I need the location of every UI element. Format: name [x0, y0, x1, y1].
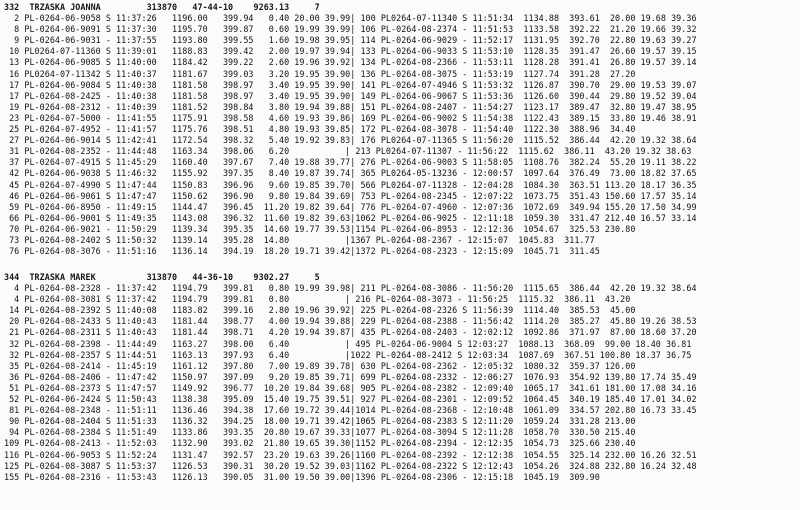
result-row: 35 PL-0264-08-2414 - 11:45:19 1161.12 397.80 7.00 19.89 39.78| 630 PL-0264-08-2362 - 12:05:32 1080.32 359.37 126.00 [4, 360, 636, 371]
result-row: 51 PL-0264-08-2373 S 11:47:57 1149.92 396.77 10.20 19.84 39.68| 905 PL-0264-08-2382 - 12:09:40 1065.17 341.61 181.00 17.08 34.16 [4, 382, 697, 393]
result-row: 14 PL-0264-08-2392 S 11:40:08 1183.82 399.16 2.80 19.96 39.92| 225 PL-0264-08-2326 S 11:56:39 1114.40 385.53 45.00 [4, 305, 636, 316]
result-row: 16 PL0264-07-11342 S 11:40:37 1181.67 399.03 3.20 19.95 39.90| 136 PL-0264-08-3075 - 11:53:19 1127.74 391.28 27.20 [4, 68, 636, 79]
result-row: 21 PL-0264-08-2311 S 11:40:43 1181.44 398.71 4.20 19.94 39.87| 435 PL-0264-08-2403 - 12:02:12 1092.86 371.97 87.00 18.60 37.20 [4, 327, 697, 338]
result-row: 32 PL-0264-08-2357 S 11:44:51 1163.13 397.93 6.40 |1022 PL-0264-08-2412 S 12:03:34 1087.69 367.51 100.80 18.37 36.75 [4, 349, 692, 360]
result-row: 2 PL-0264-06-9058 S 11:37:26 1196.00 399.94 0.40 20.00 39.99| 100 PL0264-07-11340 S 11:51:34 1134.88 393.61 20.00 19.68 39.36 [4, 13, 697, 24]
result-row: 27 PL-0264-06-9014 S 11:42:41 1172.54 398.32 5.40 19.92 39.83| 176 PL0264-07-11365 S 11:56:20 1115.52 386.44 42.20 19.32 38.64 [4, 135, 697, 146]
result-row: 81 PL-0264-08-2348 - 11:51:11 1136.46 394.38 17.60 19.72 39.44|1014 PL-0264-08-2368 - 12:10:48 1061.09 334.57 202.80 16.73 33.45 [4, 405, 697, 416]
result-row: 4 PL-0264-08-3081 S 11:37:42 1194.79 399.81 0.80 | 216 PL-0264-08-3073 - 11:56:25 1115.32 386.11 43.20 [4, 294, 631, 305]
result-row: 76 PL-0264-08-3076 - 11:51:16 1136.14 394.19 18.20 19.71 39.42|1372 PL-0264-08-2323 - 12:15:09 1045.71 311.45 [4, 246, 600, 257]
result-row: 25 PL-0264-07-4952 - 11:41:57 1175.76 398.51 4.80 19.93 39.85| 172 PL-0264-08-3078 - 11:54:40 1122.30 388.96 34.40 [4, 124, 636, 135]
result-row: 32 PL-0264-08-2398 - 11:44:49 1163.27 398.00 6.40 | 495 PL-0264-06-9004 S 12:03:27 1088.13 368.09 99.00 18.40 36.81 [4, 338, 692, 349]
competitor-block-trzaska-joanna [4, 2, 697, 257]
result-rows [4, 283, 697, 483]
result-row: 31 PL-0264-08-2352 - 11:44:48 1163.34 398.06 6.20 | 213 PL0264-07-11307 - 11:56:22 1115.62 386.11 43.20 19.32 38.63 [4, 146, 692, 157]
result-row: 52 PL-0264-06-2424 S 11:50:43 1138.38 395.09 15.40 19.75 39.51| 927 PL-0264-08-2301 - 12:09:52 1064.45 340.19 185.40 17.01 34.02 [4, 394, 697, 405]
result-row: 8 PL-0264-06-9091 S 11:37:30 1195.70 399.87 0.60 19.99 39.99| 106 PL-0264-08-2374 - 11:51:53 1133.58 392.22 21.20 19.66 39.32 [4, 24, 697, 35]
result-row: 36 PL-0264-08-2406 - 11:47:42 1150.97 397.09 9.20 19.85 39.71| 699 PL-0264-08-2332 - 12:06:27 1076.93 354.92 139.80 17.74 35.49 [4, 371, 697, 382]
result-row: 125 PL-0264-08-3087 S 11:53:37 1126.53 390.31 30.20 19.52 39.03|1162 PL-0264-08-2322 S 12:12:43 1054.26 324.88 232.80 16.24 32.48 [4, 460, 697, 471]
result-row: 4 PL-0264-08-2328 - 11:37:42 1194.79 399.81 0.80 19.99 39.98| 211 PL-0264-08-3086 - 11:56:20 1115.65 386.44 42.20 19.32 38.64 [4, 283, 697, 294]
competitor-header: 332 TRZASKA JOANNA 313870 47-44-10 9263.13 7 [4, 2, 320, 12]
result-row: 10 PL0264-07-11360 S 11:39:01 1188.83 399.42 2.00 19.97 39.94| 133 PL-0264-06-9033 S 11:53:10 1128.35 391.47 26.60 19.57 39.15 [4, 46, 697, 57]
result-row: 45 PL-0264-07-4990 S 11:47:44 1150.83 396.96 9.60 19.85 39.70| 566 PL0264-07-11328 - 12:04:28 1084.30 363.51 113.20 18.17 36.35 [4, 179, 697, 190]
competitor-block-trzaska-marek [4, 272, 697, 483]
result-row: 20 PL-0264-08-2433 S 11:40:43 1181.44 398.77 4.00 19.94 39.88| 229 PL-0264-08-2388 - 11:56:42 1114.20 385.27 45.80 19.26 38.53 [4, 316, 697, 327]
result-row: 116 PL-0264-06-9053 S 11:52:24 1131.47 392.57 23.20 19.63 39.26|1160 PL-0264-08-2392 - 12:12:38 1054.55 325.14 232.00 16.26 32.51 [4, 449, 697, 460]
result-row: 90 PL-0264-08-2404 S 11:51:33 1136.32 394.25 18.00 19.71 39.42|1065 PL-0264-08-2383 S 12:11:20 1059.24 331.28 213.00 [4, 416, 636, 427]
result-row: 23 PL-0264-07-5000 - 11:41:55 1175.91 398.58 4.60 19.93 39.86| 169 PL-0264-06-9002 S 11:54:38 1122.43 389.15 33.80 19.46 38.91 [4, 112, 697, 123]
result-row: 17 PL-0264-08-2425 - 11:40:38 1181.58 398.97 3.40 19.95 39.90| 149 PL-0264-06-9067 S 11:53:36 1126.60 390.44 29.80 19.52 39.04 [4, 90, 697, 101]
result-row: 70 PL-0264-06-9021 - 11:50:29 1139.34 395.35 14.60 19.77 39.53|1154 PL-0264-06-8953 - 12:12:36 1054.67 325.53 230.80 [4, 223, 636, 234]
result-row: 19 PL-0264-08-2312 - 11:40:39 1181.52 398.84 3.80 19.94 39.88| 151 PL-0264-08-2407 - 11:54:27 1123.17 389.47 32.80 19.47 38.95 [4, 101, 697, 112]
result-row: 66 PL-0264-06-9001 S 11:49:35 1143.08 396.32 11.60 19.82 39.63|1062 PL-0264-06-9025 - 12:11:18 1059.30 331.47 212.40 16.57 33.14 [4, 212, 697, 223]
result-row: 155 PL-0264-08-2316 - 11:53:43 1126.13 390.05 31.00 19.50 39.00|1396 PL-0264-08-2306 - 12:15:18 1045.19 309.90 [4, 471, 600, 482]
result-row: 42 PL-0264-06-9038 S 11:46:32 1155.92 397.35 8.40 19.87 39.74| 365 PL0264-05-13236 - 12:00:57 1097.64 376.49 73.00 18.82 37.65 [4, 168, 697, 179]
result-row: 109 PL-0264-08-2413 - 11:52:03 1132.90 393.02 21.80 19.65 39.30|1152 PL-0264-08-2394 - 12:12:35 1054.73 325.66 230.40 [4, 438, 636, 449]
result-row: 46 PL-0264-06-9061 S 11:47:47 1150.62 396.90 9.80 19.84 39.69| 753 PL-0264-08-2345 - 12:07:22 1073.75 351.43 150.60 17.57 35.14 [4, 190, 697, 201]
result-row: 9 PL-0264-06-9031 - 11:37:55 1193.80 399.55 1.60 19.98 39.95| 114 PL-0264-06-9029 - 11:52:17 1131.95 392.70 22.80 19.63 39.27 [4, 35, 697, 46]
competitor-header: 344 TRZASKA MAREK 313870 44-36-10 9302.27 5 [4, 272, 320, 282]
result-row: 73 PL-0264-08-2402 S 11:50:32 1139.14 395.28 14.80 |1367 PL-0264-08-2367 - 12:15:07 1045.83 311.77 [4, 234, 595, 245]
result-rows [4, 13, 697, 257]
result-row: 37 PL-0264-07-4915 S 11:45:29 1160.40 397.67 7.40 19.88 39.77| 276 PL-0264-06-9003 S 11:58:05 1108.76 382.24 55.20 19.11 38.22 [4, 157, 697, 168]
result-row: 59 PL-0264-06-8950 - 11:49:15 1144.47 396.45 11.20 19.82 39.64| 776 PL-0264-07-4960 - 12:07:36 1072.69 349.94 155.20 17.50 34.99 [4, 201, 697, 212]
result-row: 13 PL-0264-06-9085 S 11:40:00 1184.42 399.22 2.60 19.96 39.92| 134 PL-0264-08-2366 - 11:53:11 1128.28 391.41 26.80 19.57 39.14 [4, 57, 697, 68]
result-row: 94 PL-0264-08-2384 S 11:51:49 1133.86 393.35 20.80 19.67 39.33|1077 PL-0264-08-3094 S 12:11:28 1058.70 330.50 215.40 [4, 427, 636, 438]
result-row: 17 PL-0264-06-9084 S 11:40:38 1181.58 398.97 3.40 19.95 39.90| 141 PL-0264-07-4946 S 11:53:32 1126.87 390.70 29.00 19.53 39.07 [4, 79, 697, 90]
